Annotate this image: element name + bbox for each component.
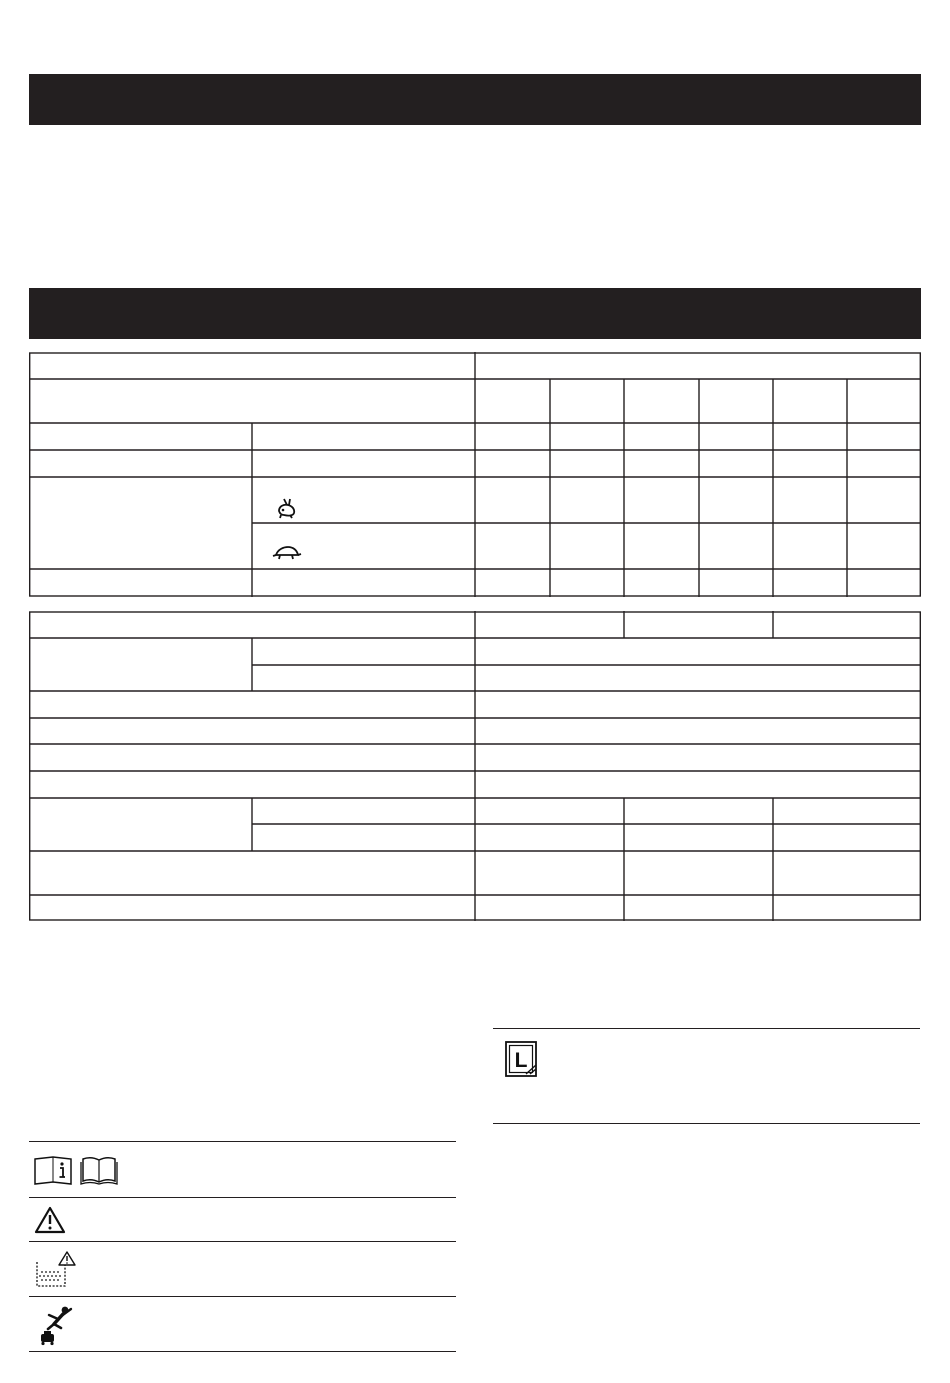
symbol-list-rule-3	[29, 1241, 456, 1242]
read-manual-icon	[33, 1154, 121, 1186]
dust-class-l-icon	[505, 1041, 537, 1077]
symbol-list-rule-1	[29, 1141, 456, 1142]
dust-class-top-rule	[493, 1028, 920, 1029]
dust-class-bottom-rule	[493, 1123, 920, 1124]
section-header-bar-2	[29, 288, 921, 339]
svg-text:L: L	[514, 1049, 528, 1072]
symbol-list-rule-4	[29, 1296, 456, 1297]
symbol-list-rule-2	[29, 1197, 456, 1198]
turtle-icon	[272, 545, 302, 561]
spec-table-2	[29, 611, 921, 922]
rabbit-icon	[274, 497, 300, 519]
falling-person-icon	[35, 1304, 77, 1346]
symbol-list-rule-5	[29, 1351, 456, 1352]
spec-table-1	[29, 352, 921, 598]
section-header-bar-1	[29, 74, 921, 125]
warning-triangle-icon	[34, 1206, 66, 1234]
dust-hazard-icon	[35, 1250, 77, 1288]
